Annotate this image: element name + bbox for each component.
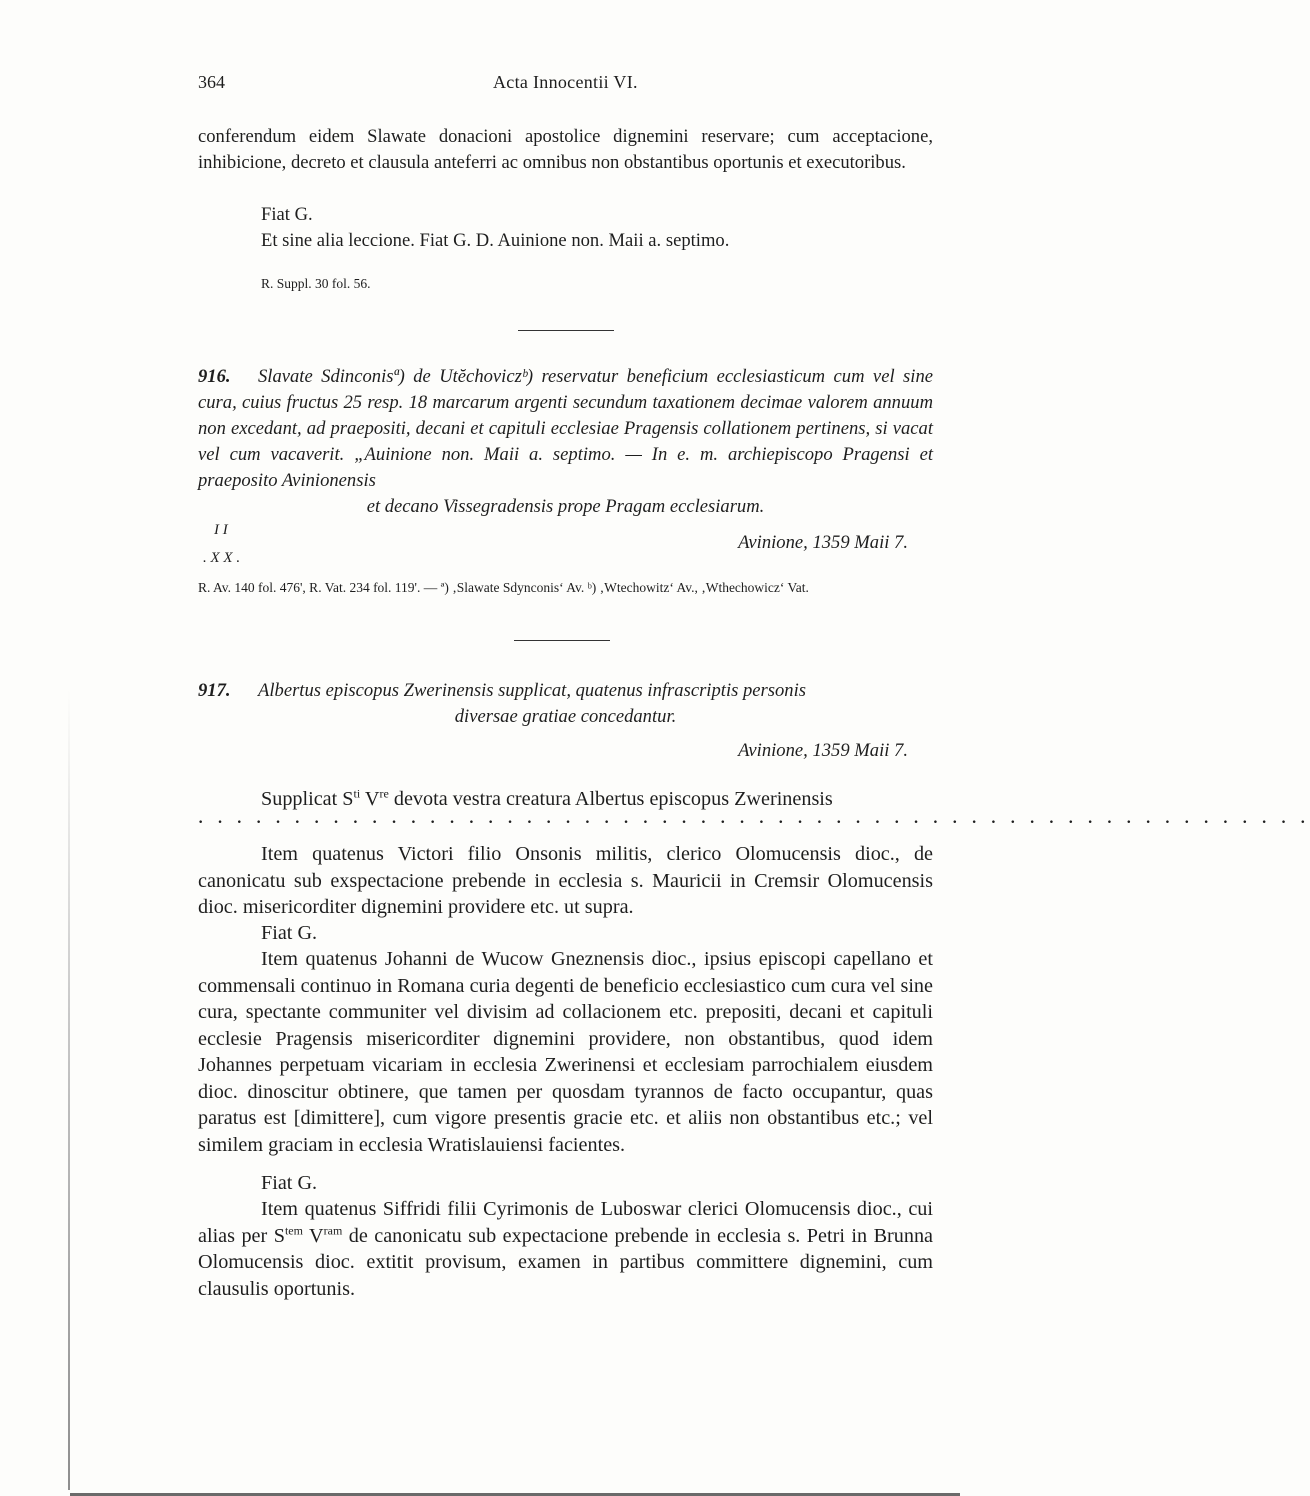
superscript: re [379,786,389,801]
register-mark-top: I I [214,522,228,538]
fiat-date-line: Et sine alia leccione. Fiat G. D. Auinione non. Maii a. septimo. [261,230,730,251]
entry-date: Avinione, 1359 Maii 7. [738,532,908,553]
item-text: Item quatenus Siffridi filii Cyrimonis de Luboswar clerici Olomucensis dioc., cui alias per S [198,1198,933,1247]
superscript: ram [323,1222,343,1237]
regest-text: Slavate Sdinconisª) de Utĕchoviczᵇ) reservatur beneficium ecclesiasticum cum vel sine cura, cuius fructus 25 resp. 18 marcarum argenti secundum taxationem decimae valorem annuum non excedant, ad praepositi, decani et capituli ecclesiae Pragensis collationem pertinens, si vacat vel cum vacaverit. „Auinione non. Maii a. septimo. — In e. m. archiepiscopo Pragensi et praeposito Avinionensis [198,366,933,491]
supplicat-line [198,786,996,813]
supplicat-text: V [360,788,380,810]
regest-last-line: et decano Vissegradensis prope Pragam ecclesiarum. [366,496,765,517]
section-divider [518,330,614,331]
entry-date: Avinione, 1359 Maii 7. [738,740,908,761]
running-title: Acta Innocentii VI. [493,72,638,92]
supplicat-text: devota vestra creatura Albertus episcopus Zwerinensis [388,788,833,810]
omission-dots: · · · · · · · · · · · · · · · · · · · · · · · · · · · · · · · · · · · · · · · · · · · · · · · · · · · · · · · · · · [198,814,1310,831]
item-text: V [302,1224,324,1247]
fiat-line: Fiat G. [261,204,313,225]
section-divider [514,640,610,641]
continued-paragraph: conferendum eidem Slawate donacioni apostolice dignemini reservare; cum acceptacione, inhibicione, decreto et clausula anteferri ac omnibus non obstantibus oportunis et executoribus. [198,126,933,173]
superscript: ti [353,786,361,801]
register-mark-bottom: . X X . [203,550,241,566]
scan-edge-shadow [68,690,70,1490]
entry-number: 916. [198,366,231,387]
superscript: tem [284,1222,303,1237]
fiat-line: Fiat G. [261,922,318,944]
entry-number: 917. [198,680,231,701]
source-reference: R. Suppl. 30 fol. 56. [261,276,371,291]
item-paragraph-2: Item quatenus Johanni de Wucow Gneznensis dioc., ipsius episcopi capellano et commensali continuo in Romana curia degenti de beneficio ecclesiastico cum cura vel sine cura, spectante communiter vel divisim ad collacionem etc. prepositi, decani et capituli ecclesie Pragensis misericorditer dignemini providere, non obstantibus, quod idem Johannes perpetuam vicariam in ecclesia Zwerinensi et ecclesiam parrochialem eiusdem dioc. dinoscitur obtinere, que tamen per quosdam tyrannos de facto occupantur, quas paratus est [dimittere], cum vigore presentis gracie etc. et aliis non obstantibus etc.; vel similem graciam in ecclesia Wratislauiensi facientes. [198,948,933,1156]
regest-second-line: diversae gratiae concedantur. [454,706,677,727]
entry-916-regest [198,364,933,494]
supplicat-text: Supplicat S [261,788,354,810]
footnotes: R. Av. 140 fol. 476', R. Vat. 234 fol. 119'. — ª) ‚Slawate Sdynconis‘ Av. ᵇ) ‚Wtechowitz‘ Av., ‚Wthechowicz‘ Vat. [198,580,809,595]
item-paragraph-3 [198,1196,933,1302]
item-paragraph-1: Item quatenus Victori filio Onsonis militis, clerico Olomucensis dioc., de canonicatu sub exspectacione prebende in ecclesia s. Mauricii in Cremsir Olomucensis dioc. misericorditer dignemini providere etc. ut supra. [198,843,933,918]
page-number: 364 [198,72,225,92]
fiat-line: Fiat G. [261,1172,318,1194]
regest-text: Albertus episcopus Zwerinensis supplicat, quatenus infrascriptis personis [258,680,807,701]
entry-917-regest [198,678,933,704]
item-text: de canonicatu sub expectacione prebende in ecclesia s. Petri in Brunna Olomucensis dioc. extitit provisum, examen in partibus committere dignemini, cum clausulis oportunis. [198,1224,934,1300]
